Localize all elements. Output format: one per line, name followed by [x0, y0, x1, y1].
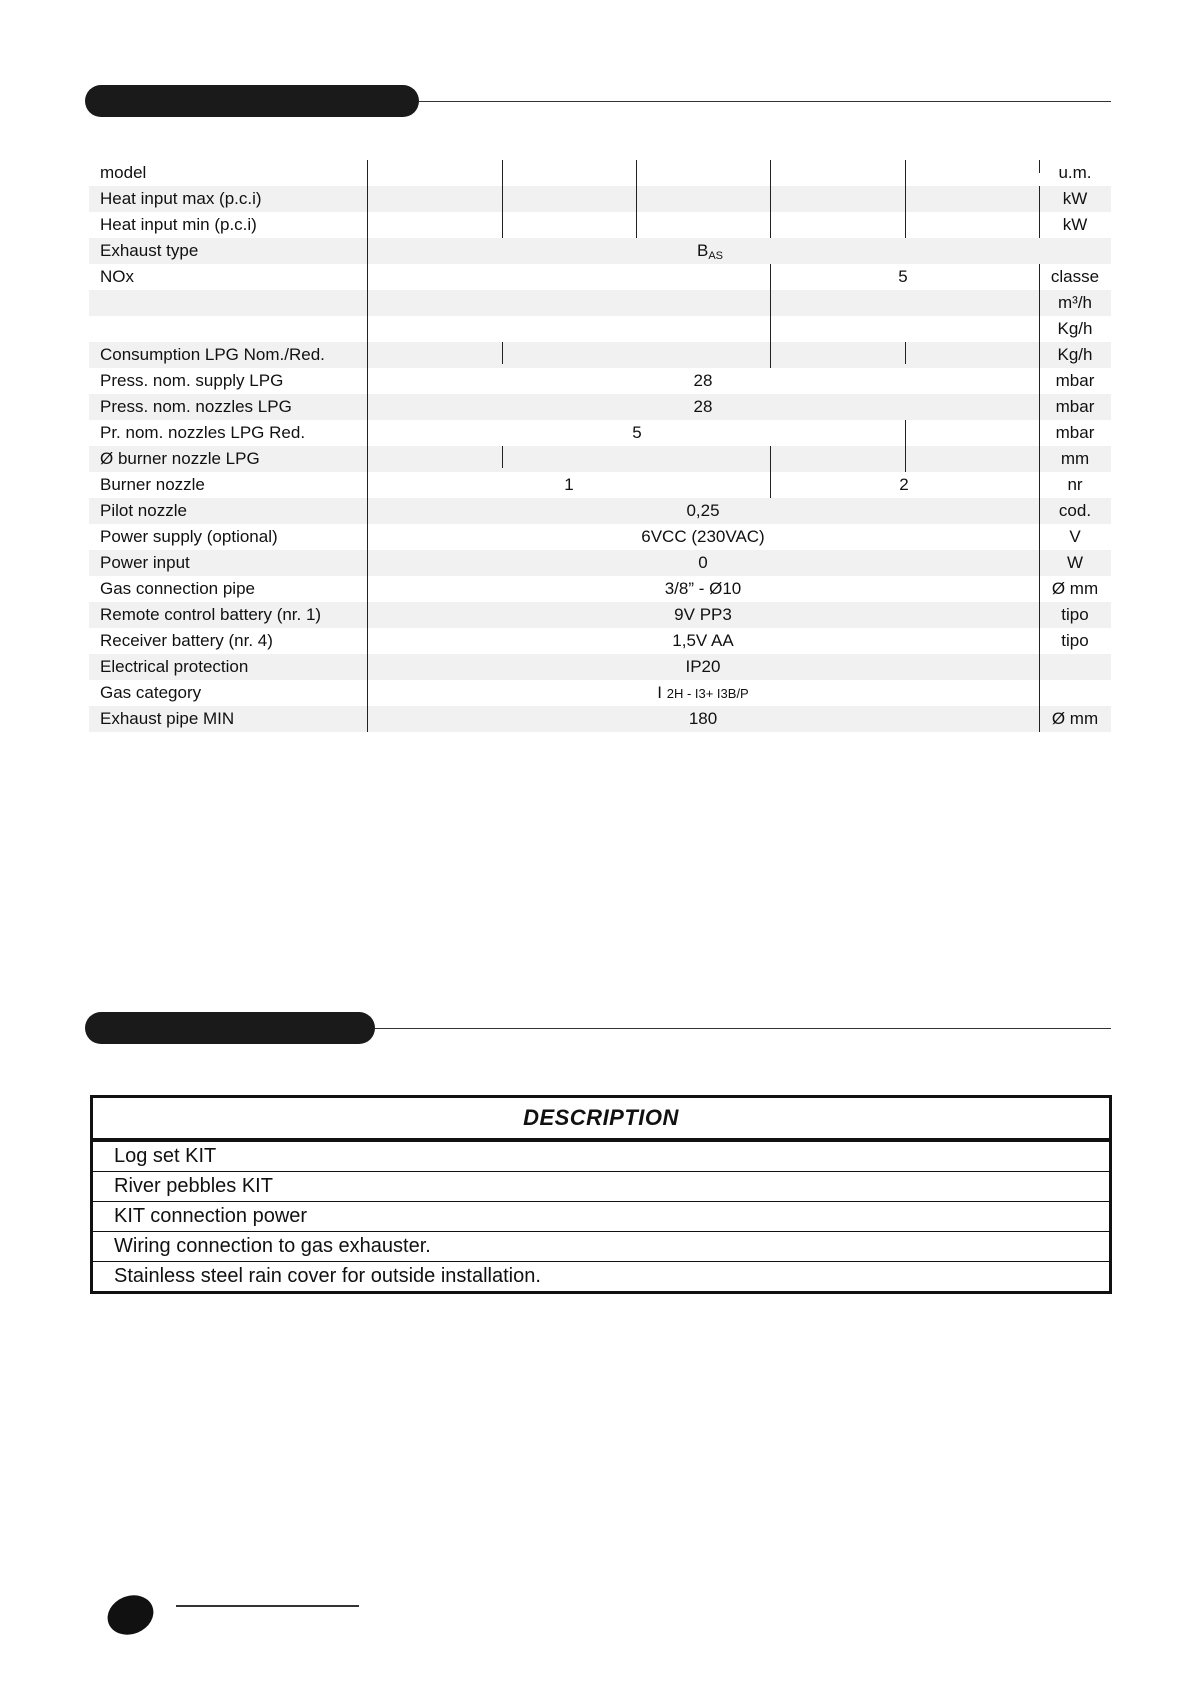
row-unit: mbar	[1055, 423, 1095, 442]
row-label: Power input	[100, 553, 190, 572]
column-divider	[770, 446, 771, 498]
column-divider	[770, 264, 771, 368]
list-item: River pebbles KIT	[93, 1171, 1109, 1201]
row-value: 5	[632, 423, 642, 442]
table-row	[89, 186, 1111, 212]
row-value: 3/8” - Ø10	[664, 579, 742, 598]
table-row	[89, 524, 1111, 550]
table-row	[89, 446, 1111, 472]
row-label: Press. nom. nozzles LPG	[100, 397, 292, 416]
row-value: 5	[898, 267, 908, 286]
table-row	[89, 602, 1111, 628]
table-row	[89, 290, 1111, 316]
row-unit: u.m.	[1058, 163, 1092, 182]
column-divider	[1039, 186, 1040, 238]
table-row	[89, 212, 1111, 238]
row-unit: W	[1066, 553, 1084, 572]
table-row	[89, 706, 1111, 732]
row-unit: mbar	[1055, 397, 1095, 416]
row-unit: cod.	[1058, 501, 1092, 520]
row-unit: Kg/h	[1057, 345, 1093, 364]
row-unit: Ø mm	[1051, 709, 1099, 728]
section-header-bar	[85, 85, 419, 117]
description-header: DESCRIPTION	[93, 1098, 1109, 1141]
row-label: NOx	[100, 267, 134, 286]
row-label: Remote control battery (nr. 1)	[100, 605, 322, 624]
row-label: Power supply (optional)	[100, 527, 278, 546]
row-value: 6VCC (230VAC)	[641, 527, 765, 546]
list-item: Log set KIT	[93, 1141, 1109, 1171]
row-value: 28	[693, 371, 713, 390]
row-label: Heat input max (p.c.i)	[100, 189, 262, 208]
table-row	[89, 316, 1111, 342]
section-header-rule	[419, 101, 1111, 102]
list-item: Wiring connection to gas exhauster.	[93, 1231, 1109, 1261]
page-number-badge	[102, 1589, 160, 1642]
table-row	[89, 420, 1111, 446]
row-value: 1	[564, 475, 574, 494]
column-divider	[367, 160, 368, 732]
row-value: IP20	[685, 657, 721, 676]
row-label: Gas category	[100, 683, 202, 702]
row-label: Pr. nom. nozzles LPG Red.	[100, 423, 306, 442]
table-row	[89, 576, 1111, 602]
row-value: 2	[899, 475, 909, 494]
row-value: 9V PP3	[674, 605, 732, 624]
table-row	[89, 160, 1111, 186]
row-value: 1,5V AA	[672, 631, 734, 650]
row-unit: tipo	[1061, 631, 1089, 650]
table-row	[89, 238, 1111, 264]
row-unit: tipo	[1061, 605, 1089, 624]
table-row	[89, 550, 1111, 576]
column-divider	[502, 160, 503, 238]
row-label: Burner nozzle	[100, 475, 205, 494]
column-divider	[905, 160, 906, 238]
table-row	[89, 472, 1111, 498]
row-value: I 2H - I3+ I3B/P	[657, 683, 749, 702]
column-divider	[1039, 160, 1040, 173]
table-row	[89, 654, 1111, 680]
row-unit: mm	[1060, 449, 1090, 468]
table-row	[89, 498, 1111, 524]
row-unit: Kg/h	[1057, 319, 1093, 338]
footer-rule	[176, 1605, 359, 1607]
row-value: $B_{AS}$	[696, 241, 724, 262]
row-value: 0,25	[686, 501, 720, 520]
table-row	[89, 628, 1111, 654]
row-label: Pilot nozzle	[100, 501, 187, 520]
row-unit: m³/h	[1058, 293, 1092, 312]
section-header-bar	[85, 1012, 375, 1044]
row-value: 28	[693, 397, 713, 416]
row-unit: classe	[1050, 267, 1100, 286]
row-unit: kW	[1062, 189, 1088, 208]
row-label: Gas connection pipe	[100, 579, 255, 598]
table-row	[89, 394, 1111, 420]
column-divider	[905, 342, 906, 364]
table-row	[89, 342, 1111, 368]
row-label: Receiver battery (nr. 4)	[100, 631, 273, 650]
row-value: 180	[688, 709, 718, 728]
column-divider	[502, 342, 503, 364]
table-row	[89, 368, 1111, 394]
column-divider	[1039, 264, 1040, 732]
column-divider	[905, 420, 906, 472]
spec-table	[89, 160, 1111, 732]
list-item: KIT connection power	[93, 1201, 1109, 1231]
table-row	[89, 264, 1111, 290]
row-label: Consumption LPG Nom./Red.	[100, 345, 325, 364]
row-unit: V	[1069, 527, 1081, 546]
column-divider	[636, 160, 637, 238]
row-label: Heat input min (p.c.i)	[100, 215, 257, 234]
row-label: Ø burner nozzle LPG	[100, 449, 260, 468]
column-divider	[770, 160, 771, 238]
list-item: Stainless steel rain cover for outside installation.	[93, 1261, 1109, 1291]
section-header-rule	[375, 1028, 1111, 1029]
row-unit: nr	[1067, 475, 1083, 494]
row-value: 0	[698, 553, 708, 572]
row-label: Press. nom. supply LPG	[100, 371, 284, 390]
row-unit: kW	[1062, 215, 1088, 234]
table-row	[89, 680, 1111, 706]
column-divider	[502, 446, 503, 468]
row-unit: Ø mm	[1051, 579, 1099, 598]
accessories-table	[90, 1095, 1112, 1294]
row-label: model	[100, 163, 147, 182]
row-unit: mbar	[1055, 371, 1095, 390]
row-label: Exhaust type	[100, 241, 199, 260]
row-label: Electrical protection	[100, 657, 249, 676]
row-label: Exhaust pipe MIN	[100, 709, 235, 728]
